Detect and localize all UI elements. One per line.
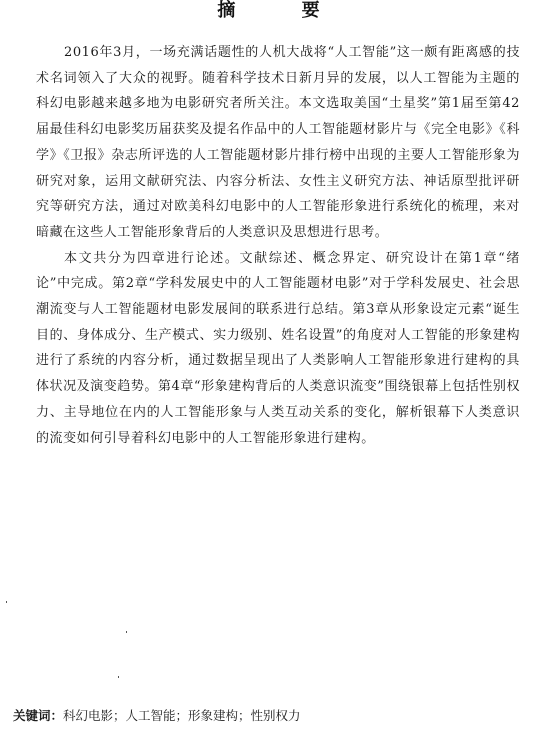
keywords-line (13, 706, 301, 726)
scan-speck (6, 601, 7, 603)
abstract-body (36, 40, 520, 451)
abstract-heading: 摘 要 (217, 0, 350, 21)
keywords-terms: 科幻电影；人工智能；形象建构；性别权力 (63, 708, 301, 723)
scan-speck (126, 631, 127, 633)
scan-speck (118, 676, 119, 678)
abstract-paragraph-2: 本文共分为四章进行论述。文献综述、概念界定、研究设计在第1章“绪论”中完成。第2章“学科发展史中的人工智能题材电影”对于学科发展史、社会思潮流变与人工智能题材电影发展间的联系进行总结。第3章从形象设定元素“诞生目的、身体成分、生产模式、实力级别、姓名设置”的角度对人工智能的形象建构进行了系统的内容分析，通过数据呈现出了人类影响人工智能形象进行建构的具体状况及演变趋势。第4章“形象建构背后的人类意识流变”围绕银幕上包括性别权力、主导地位在内的人工智能形象与人类互动关系的变化，解析银幕下人类意识的流变如何引导着科幻电影中的人工智能形象进行建构。 (36, 250, 520, 446)
abstract-paragraph-1: 2016年3月，一场充满话题性的人机大战将“人工智能”这一颇有距离感的技术名词领入了大众的视野。随着科学技术日新月异的发展，以人工智能为主题的科幻电影越来越多地为电影研究者所关注。本文选取美国“土星奖”第1届至第42届最佳科幻电影奖历届获奖及提名作品中的人工智能题材影片与《完全电影》《科学》《卫报》杂志所评选的人工智能题材影片排行榜中出现的主要人工智能形象为研究对象，运用文献研究法、内容分析法、女性主义研究方法、神话原型批评研究等研究方法，通过对欧美科幻电影中的人工智能形象进行系统化的梳理，来对暗藏在这些人工智能形象背后的人类意识及思想进行思考。 (36, 45, 520, 240)
keywords-label: 关键词： (13, 708, 64, 723)
